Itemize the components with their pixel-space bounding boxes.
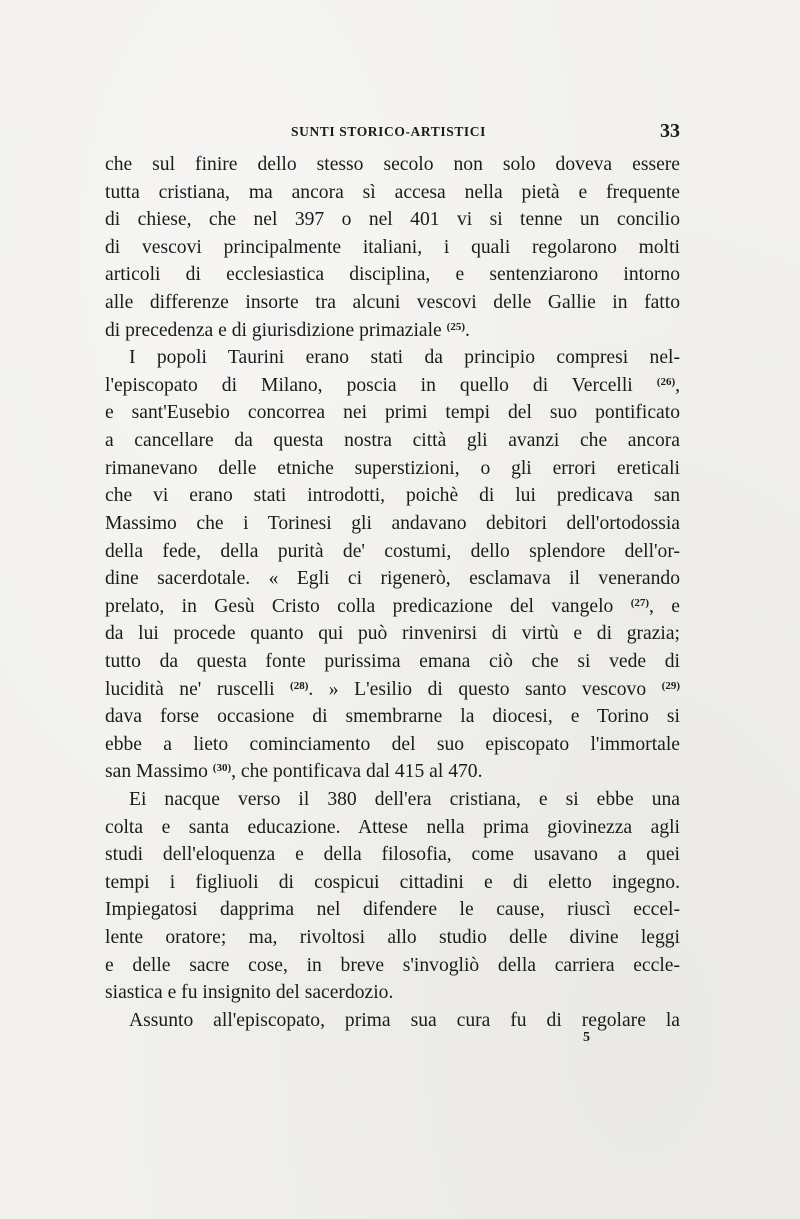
text-line: di precedenza e di giurisdizione primaziale $^{(25)}$. [105,319,470,341]
text-line: rimanevano delle etniche superstizioni, o gli errori ereticali [105,457,680,479]
paragraph-3 [105,786,680,1007]
text-line: articoli di ecclesiastica disciplina, e sentenziarono intorno [105,264,680,286]
text-line: Impiegatosi dapprima nel difendere le cause, riuscì eccel- [105,899,680,921]
text-line: lente oratore; ma, rivoltosi allo studio delle divine leggi [105,927,680,949]
text-line: Massimo che i Torinesi gli andavano debitori dell'ortodossia [105,512,680,534]
text-line: I popoli Taurini erano stati da principio compresi nel- [129,347,680,369]
text-line: alle differenze insorte tra alcuni vescovi delle Gallie in fatto [105,292,680,314]
footnote-ref: (27) [630,596,650,609]
text-line: dava forse occasione di smembrarne la diocesi, e Torino si [105,706,680,728]
footnote-ref: (29) [661,679,680,692]
text-line: tutta cristiana, ma ancora sì accesa nella pietà e frequente [105,181,680,203]
running-head: SUNTI STORICO-ARTISTICI [290,124,486,139]
text-line: lucidità ne' ruscelli $^{(28)}$. » L'esilio di questo santo vescovo $^{(29)}$ [105,678,680,700]
text-line: ebbe a lieto cominciamento del suo episcopato l'immortale [105,733,680,755]
text-line: di chiese, che nel 397 o nel 401 vi si tenne un concilio [105,209,680,231]
text-line: della fede, della purità de' costumi, dello splendore dell'or- [105,540,680,562]
body-text [105,151,680,1035]
footnote-ref: (30) [212,762,232,775]
paragraph-1 [105,151,680,344]
text-line: colta e santa educazione. Attese nella prima giovinezza agli [105,816,680,838]
signature-mark: 5 [583,1030,590,1045]
paragraph-2 [105,344,680,786]
footnote-ref: (26) [656,375,676,388]
text-line: l'episcopato di Milano, poscia in quello di Vercelli $^{(26)}$, [105,374,681,396]
text-line: che vi erano stati introdotti, poichè di lui predicava san [105,485,680,507]
text-line: che sul finire dello stesso secolo non solo doveva essere [105,154,680,175]
text-line: dine sacerdotale. « Egli ci rigenerò, esclamava il venerando [105,568,680,590]
text-line: prelato, in Gesù Cristo colla predicazione del vangelo $^{(27)}$, e [105,595,680,617]
text-line: e delle sacre cose, in breve s'invogliò della carriera eccle- [105,954,680,976]
text-line: da lui procede quanto qui può rinvenirsi di virtù e di grazia; [105,623,680,645]
text-line: e sant'Eusebio concorrea nei primi tempi del suo pontificato [105,402,680,424]
footnote-ref: (25) [446,320,465,333]
text-line: tutto da questa fonte purissima emana ciò che si vede di [105,650,680,672]
text-line: a cancellare da questa nostra città gli avanzi che ancora [105,430,680,452]
text-line: di vescovi principalmente italiani, i quali regolarono molti [105,236,680,258]
text-line: san Massimo $^{(30)}$, che pontificava dal 415 al 470. [105,761,483,783]
text-line: tempi i figliuoli di cospicui cittadini e di eletto ingegno. [105,871,680,893]
text-line: siastica e fu insignito del sacerdozio. [105,982,394,1004]
paragraph-4 [105,1007,680,1035]
page-header [105,120,680,142]
text-line: studi dell'eloquenza e della filosofia, come usavano a quei [105,844,680,866]
text-line: Assunto all'episcopato, prima sua cura fu di regolare la [129,1009,680,1031]
page-number: 33 [660,120,680,142]
footnote-ref: (28) [290,679,309,692]
text-line: Ei nacque verso il 380 dell'era cristiana, e si ebbe una [129,789,680,811]
